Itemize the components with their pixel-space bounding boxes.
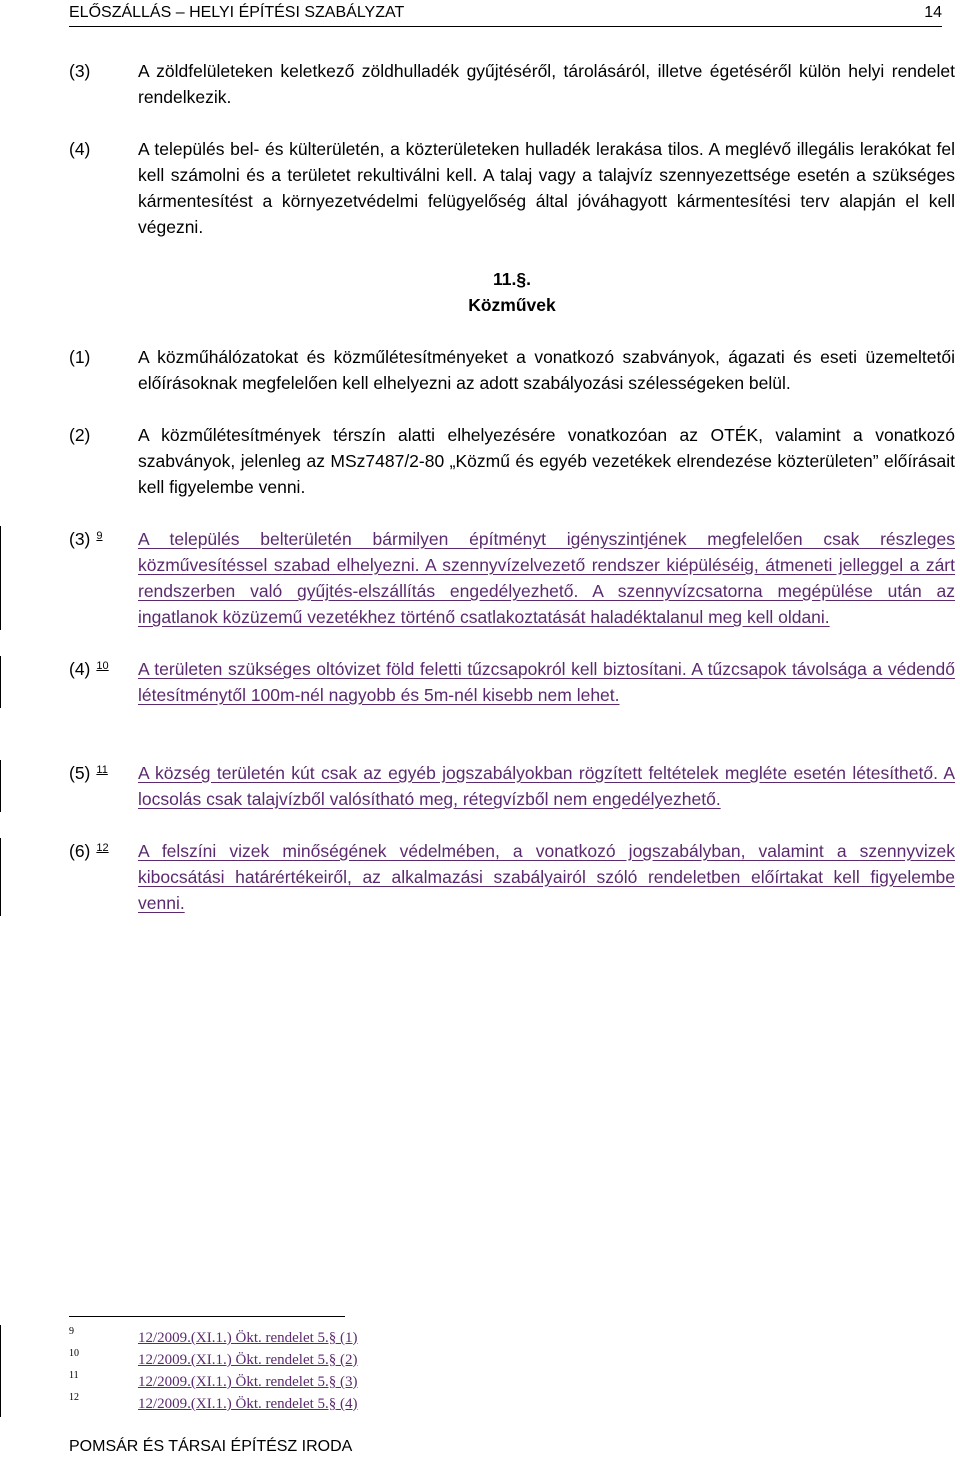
paragraph-text: A település bel- és külterületén, a közterületeken hulladék lerakása tilos. A meglévő illegális lerakókat fel kell számolni és a területet rekultiválni kell. A talaj vagy a talajvíz szennyezettsége esetén a szükséges kármentesítést a környezetvédelmi felügyelőség által jóváhagyott kármentesítési terv alapján el kell végezni. — [138, 139, 955, 237]
page-header — [69, 4, 942, 27]
paragraph — [69, 58, 955, 110]
amended-paragraph — [69, 760, 955, 812]
paragraph-text: A zöldfelületeken keletkező zöldhulladék gyűjtéséről, tárolásáról, illetve égetéséről külön helyi rendelet rendelkezik. — [138, 61, 955, 107]
document-body — [69, 58, 955, 942]
section-heading — [69, 266, 955, 318]
change-bar — [0, 760, 1, 812]
paragraph-text: A felszíni vizek minőségének védelmében, a vonatkozó jogszabályban, valamint a szennyvizek kibocsátási határértékeiről, az alkalmazási szabályairól szóló rendeletben előírtakat kell figyelembe venni. — [138, 841, 955, 913]
footnote-text[interactable]: 12/2009.(XI.1.) Ökt. rendelet 5.§ (4) — [138, 1396, 358, 1412]
footnote-number: 11 — [69, 1370, 79, 1381]
paragraph-number: (4) — [69, 139, 91, 159]
amended-paragraph — [69, 526, 955, 630]
paragraph-number: (5) $^{11}$ — [69, 763, 108, 783]
amended-paragraph — [69, 838, 955, 916]
paragraph-text: A területen szükséges oltóvizet föld feletti tűzcsapokról kell biztosítani. A tűzcsapok távolsága a védendő létesítménytől 100m-nél nagyobb és 5m-nél kisebb nem lehet. — [138, 659, 955, 705]
footnote-ref[interactable]: 9 — [96, 530, 103, 542]
paragraph-text: A település belterületén bármilyen építményt igényszintjének megfelelően csak részleges közművesítéssel szabad elhelyezni. A szennyvízelvezető rendszer kiépüléséig, átmeneti jelleggel a zárt rendszerben való gyűjtés-elszállítás engedélyezhető. A szennyvízcsatorna megépülése után az ingatlanok közüzemű vezetékhez történő csatlakoztatását haladéktalanul meg kell oldani. — [138, 529, 955, 627]
amended-paragraph — [69, 656, 955, 708]
page-number: 14 — [924, 4, 942, 21]
section-title: Közművek — [468, 295, 556, 315]
footnote-number: 10 — [69, 1348, 79, 1359]
paragraph-text: A község területén kút csak az egyéb jogszabályokban rögzített feltételek megléte esetén létesíthető. A locsolás csak talajvízből valósítható meg, rétegvízből nem engedélyezhető. — [138, 763, 955, 809]
change-bar — [0, 838, 1, 916]
footnote-separator — [69, 1316, 345, 1317]
header-title: ELŐSZÁLLÁS – HELYI ÉPÍTÉSI SZABÁLYZAT — [69, 4, 405, 21]
change-bar — [0, 526, 1, 630]
footnote-text[interactable]: 12/2009.(XI.1.) Ökt. rendelet 5.§ (3) — [138, 1374, 358, 1390]
paragraph-number: (2) — [69, 425, 91, 445]
paragraph — [69, 136, 955, 240]
paragraph-text: A közműlétesítmények térszín alatti elhelyezésére vonatkozóan az OTÉK, valamint a vonatkozó szabványok, jelenleg az MSz7487/2-80 „Közmű és egyéb vezetékek elrendezése közterületen” előírásait kell figyelembe venni. — [138, 425, 955, 497]
footnote-text[interactable]: 12/2009.(XI.1.) Ökt. rendelet 5.§ (1) — [138, 1330, 358, 1346]
footnote-ref[interactable]: 11 — [96, 764, 108, 776]
paragraph — [69, 422, 955, 500]
footnote-ref[interactable]: 10 — [96, 660, 109, 672]
section-number: 11.§. — [493, 269, 531, 289]
footnote-number: 9 — [69, 1326, 74, 1337]
change-bar — [0, 1325, 1, 1417]
paragraph-number: (3) — [69, 61, 91, 81]
change-bar — [0, 656, 1, 708]
paragraph-number: (3) $^9$ — [69, 529, 103, 549]
paragraph-number: (4) $^{10}$ — [69, 659, 109, 679]
footnote-text[interactable]: 12/2009.(XI.1.) Ökt. rendelet 5.§ (2) — [138, 1352, 358, 1368]
footnote-ref[interactable]: 12 — [96, 842, 109, 854]
paragraph — [69, 344, 955, 396]
paragraph-number: (6) $^{12}$ — [69, 841, 109, 861]
paragraph-number: (1) — [69, 347, 91, 367]
page-footer: POMSÁR ÉS TÁRSAI ÉPÍTÉSZ IRODA — [69, 1438, 353, 1455]
paragraph-text: A közműhálózatokat és közműlétesítményeket a vonatkozó szabványok, ágazati és eseti üzemeltetői előírásoknak megfelelően kell elhelyezni az adott szabályozási szélességeken belül. — [138, 347, 955, 393]
footnote-number: 12 — [69, 1392, 79, 1403]
